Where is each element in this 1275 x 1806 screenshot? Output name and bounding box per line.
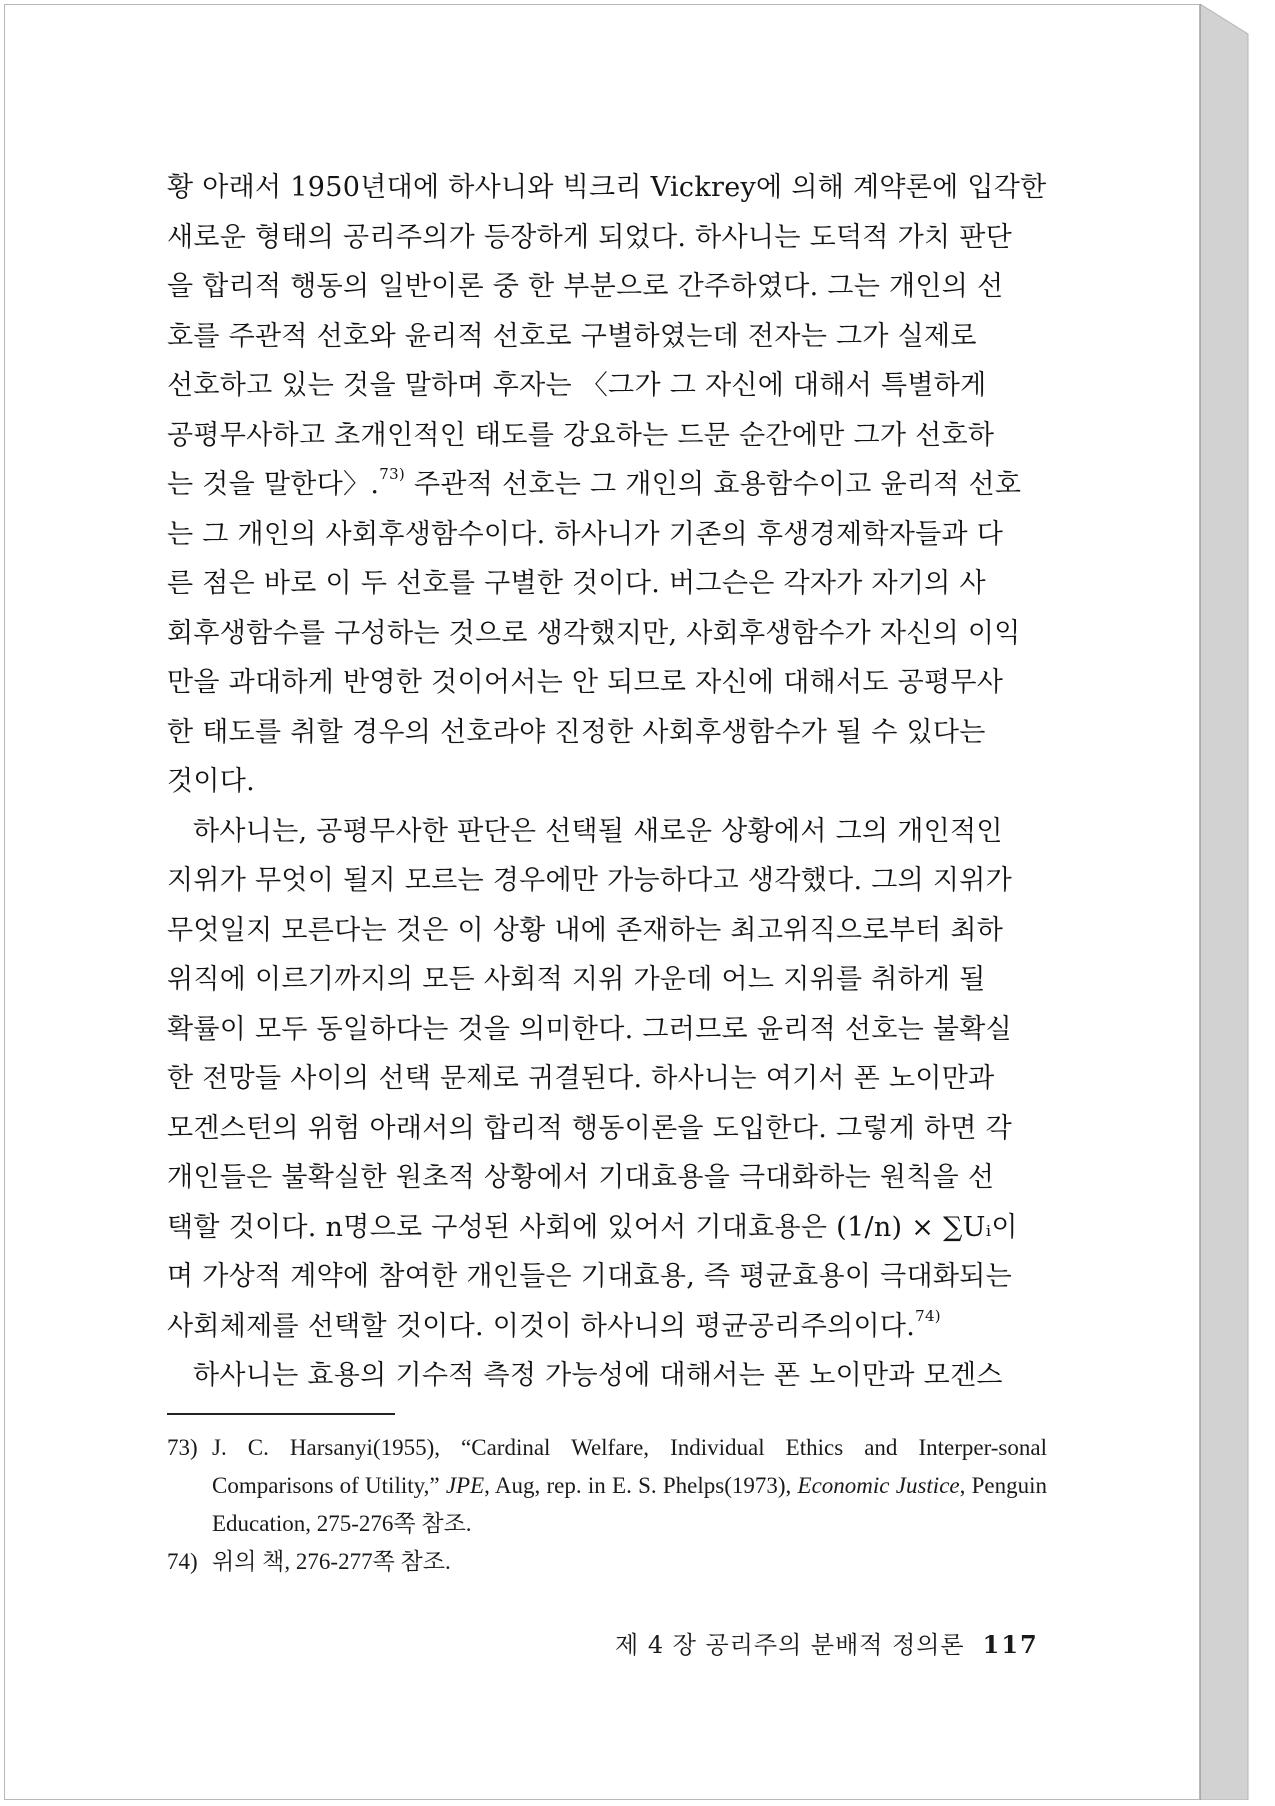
body-paragraph-1 — [167, 163, 1047, 807]
page-content — [167, 163, 1047, 1581]
paragraph-text: 주관적 선호는 그 개인의 효용함수이고 윤리적 선호 는 그 개인의 사회후생함수이다. 하사니가 기존의 후생경제학자들과 다 른 점은 바로 이 두 선호를 구별한 것이다. 버그슨은 각자가 자기의 사 회후생함수를 구성하는 것으로 생각했지만, 사회후생함수가 자신의 이익 만을 과대하게 반영한 것이어서는 안 되므로 자신에 대해서도 공평무사 한 태도를 취할 경우의 선호라야 진정한 사회후생함수가 될 수 있다는 것이다. — [167, 469, 1022, 797]
book-page — [4, 4, 1200, 1800]
footnote-reference-74[interactable]: 74) — [915, 1306, 941, 1325]
journal-title: JPE — [445, 1472, 485, 1498]
footnote-separator — [167, 1413, 395, 1415]
paragraph-text: 하사니는, 공평무사한 판단은 선택될 새로운 상황에서 그의 개인적인 지위가 무엇이 될지 모르는 경우에만 가능하다고 생각했다. 그의 지위가 무엇일지 모른다는 것은 이 상황 내에 존재하는 최고위직으로부터 최하 위직에 이르기까지의 모든 사회적 지위 가운데 어느 지위를 취하게 될 확률이 모두 동일하다는 것을 의미한다. 그러므로 윤리적 선호는 불확실 한 전망들 사이의 선택 문제로 귀결된다. 하사니는 여기서 폰 노이만과 모겐스턴의 위험 아래서의 합리적 행동이론을 도입한다. 그렇게 하면 각 개인들은 불확실한 원초적 상황에서 기대효용을 극대화하는 원칙을 선 택할 것이다. n명으로 구성된 사회에 있어서 기대효용은 (1/n) × ∑Uᵢ이 며 가상적 계약에 참여한 개인들은 기대효용, 즉 평균효용이 극대화되는 사회체제를 선택할 것이다. 이것이 하사니의 평균공리주의이다. — [167, 815, 1018, 1342]
footnote-text: 위의 책, 276-277쪽 참조. — [212, 1548, 451, 1574]
footnote-text: J. C. Harsanyi(1955), “Cardinal Welfare, Individual Ethics and Interper-sonal Comparisons of Utility,” — [212, 1434, 1047, 1498]
book-title: Economic Justice — [797, 1472, 960, 1498]
footnote-text: , Penguin Education, 275-276쪽 참조. — [212, 1472, 1048, 1536]
footnote-reference-73[interactable]: 73) — [379, 465, 406, 483]
footnotes — [167, 1429, 1047, 1581]
page-edge-shadow — [1200, 4, 1252, 1800]
page-number: 117 — [982, 1630, 1039, 1659]
body-paragraph-3 — [167, 1351, 1047, 1401]
footnote-number: 74) — [167, 1548, 198, 1574]
footnote-text: , Aug, rep. in E. S. Phelps(1973), — [484, 1472, 798, 1498]
footnote-number: 73) — [167, 1434, 198, 1460]
paragraph-text: 황 아래서 1950년대에 하사니와 빅크리 Vickrey에 의해 계약론에 입각한 새로운 형태의 공리주의가 등장하게 되었다. 하사니는 도덕적 가치 판단 을 합리적 행동의 일반이론 중 한 부분으로 간주하였다. 그는 개인의 선 호를 주관적 선호와 윤리적 선호로 구별하였는데 전자는 그가 실제로 선호하고 있는 것을 말하며 후자는 〈그가 그 자신에 대해서 특별하게 공평무사하고 초개인적인 태도를 강요하는 드문 순간에만 그가 선호하 는 것을 말한다〉. — [167, 172, 1047, 500]
footnote-74 — [167, 1543, 1047, 1581]
running-chapter-title: 제 4 장 공리주의 분배적 정의론 — [615, 1631, 965, 1659]
page-footer — [615, 1625, 1039, 1660]
paragraph-text: 하사니는 효용의 기수적 측정 가능성에 대해서는 폰 노이만과 모겐스 — [193, 1360, 1003, 1391]
page-stack-edge — [1200, 4, 1252, 1800]
body-paragraph-2 — [167, 807, 1047, 1352]
footnote-73 — [167, 1429, 1047, 1543]
